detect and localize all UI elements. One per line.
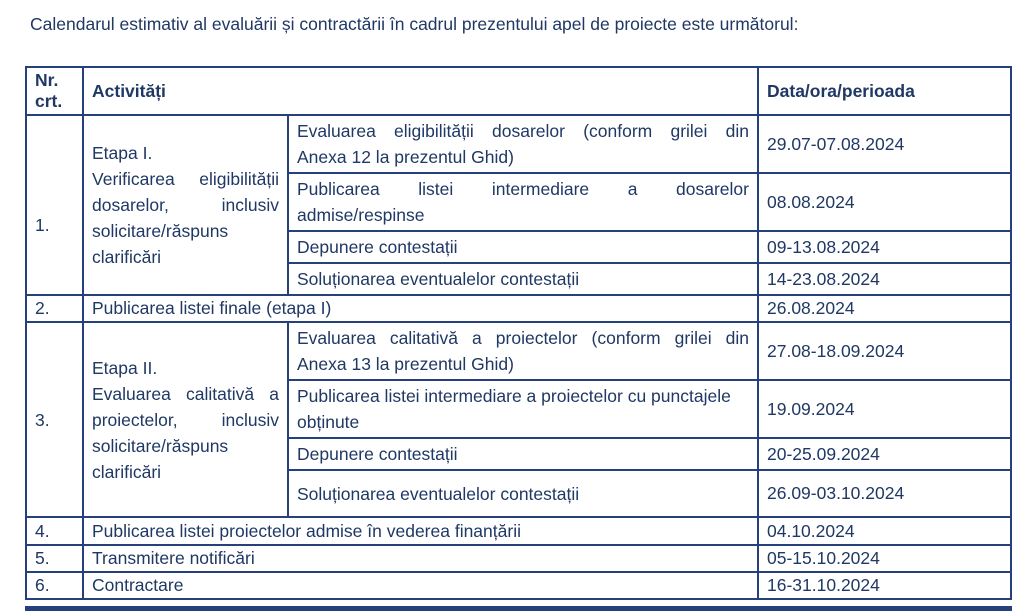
row-number-cell: 5. xyxy=(26,545,83,572)
header-row xyxy=(26,67,1011,115)
date-cell: 19.09.2024 xyxy=(758,380,1011,438)
stage-line: dosarelor, inclusiv xyxy=(92,195,279,215)
activity-line: admise/respinse xyxy=(297,205,425,225)
col-header-nr-line2: crt. xyxy=(35,91,63,111)
date-cell: 16-31.10.2024 xyxy=(758,572,1011,599)
activity-line: Publicarea listei intermediare a proiectelor cu punctajele xyxy=(297,386,731,406)
activity-cell xyxy=(288,231,758,263)
date-cell: 14-23.08.2024 xyxy=(758,263,1011,295)
date-cell: 26.09-03.10.2024 xyxy=(758,470,1011,517)
stage-title: Etapa II. xyxy=(92,357,158,378)
table-row xyxy=(26,322,1011,380)
stage-title: Etapa I. xyxy=(92,143,153,163)
stage-line: proiectelor, inclusiv xyxy=(92,409,279,430)
activity-cell xyxy=(288,380,758,438)
bottom-rule xyxy=(25,606,1012,611)
stage-line: clarificări xyxy=(92,247,162,267)
document-title: Calendarul estimativ al evaluării și contractării în cadrul prezentului apel de proiecte este următorul: xyxy=(30,14,799,34)
activity-line: Evaluarea calitativă a proiectelor (conform grilei din xyxy=(297,328,749,348)
activity-cell xyxy=(288,322,758,380)
stage-line: solicitare/răspuns xyxy=(92,435,229,456)
activity-cell: Contractare xyxy=(83,572,758,599)
date-cell: 26.08.2024 xyxy=(758,295,1011,322)
activity-cell: Publicarea listei finale (etapa I) xyxy=(83,295,758,322)
activity-cell xyxy=(288,115,758,173)
stage-line: Verificarea eligibilității xyxy=(92,169,279,189)
col-header-date: Data/ora/perioada xyxy=(758,67,1011,115)
activity-cell xyxy=(288,263,758,295)
stage-cell xyxy=(83,322,288,517)
date-cell: 08.08.2024 xyxy=(758,173,1011,231)
stage-line: solicitare/răspuns xyxy=(92,221,229,241)
row-number-cell: 1. xyxy=(26,115,83,295)
table-row xyxy=(26,295,1011,322)
activity-cell xyxy=(288,438,758,470)
activity-line: Anexa 12 la prezentul Ghid) xyxy=(297,147,514,167)
activity-cell xyxy=(288,173,758,231)
activity-line: Depunere contestații xyxy=(297,237,458,257)
col-header-nr-line1: Nr. xyxy=(35,70,59,90)
activity-line: Publicarea listei intermediare a dosarelor xyxy=(297,179,749,199)
activity-cell: Transmitere notificări xyxy=(83,545,758,572)
col-header-nr xyxy=(26,67,83,115)
activity-line: Soluționarea eventualelor contestații xyxy=(297,483,580,504)
row-number-cell: 6. xyxy=(26,572,83,599)
date-cell: 09-13.08.2024 xyxy=(758,231,1011,263)
activity-line: Soluționarea eventualelor contestații xyxy=(297,269,580,289)
table-row xyxy=(26,517,1011,545)
activity-line: obținute xyxy=(297,412,360,432)
table-row xyxy=(26,572,1011,599)
calendar-table xyxy=(25,66,1012,600)
stage-cell xyxy=(83,115,288,295)
stage-line: Evaluarea calitativă a xyxy=(92,383,279,404)
activity-line: Evaluarea eligibilității dosarelor (conform grilei din xyxy=(297,121,749,141)
activity-cell: Publicarea listei proiectelor admise în vederea finanțării xyxy=(83,517,758,545)
table-row xyxy=(26,545,1011,572)
table-row xyxy=(26,115,1011,173)
date-cell: 20-25.09.2024 xyxy=(758,438,1011,470)
row-number-cell: 2. xyxy=(26,295,83,322)
activity-line: Anexa 13 la prezentul Ghid) xyxy=(297,354,514,374)
row-number-cell: 4. xyxy=(26,517,83,545)
activity-cell xyxy=(288,470,758,517)
stage-line: clarificări xyxy=(92,461,162,482)
activity-line: Depunere contestații xyxy=(297,444,458,464)
date-cell: 05-15.10.2024 xyxy=(758,545,1011,572)
date-cell: 04.10.2024 xyxy=(758,517,1011,545)
col-header-activities: Activități xyxy=(83,67,758,115)
row-number-cell: 3. xyxy=(26,322,83,517)
date-cell: 29.07-07.08.2024 xyxy=(758,115,1011,173)
date-cell: 27.08-18.09.2024 xyxy=(758,322,1011,380)
